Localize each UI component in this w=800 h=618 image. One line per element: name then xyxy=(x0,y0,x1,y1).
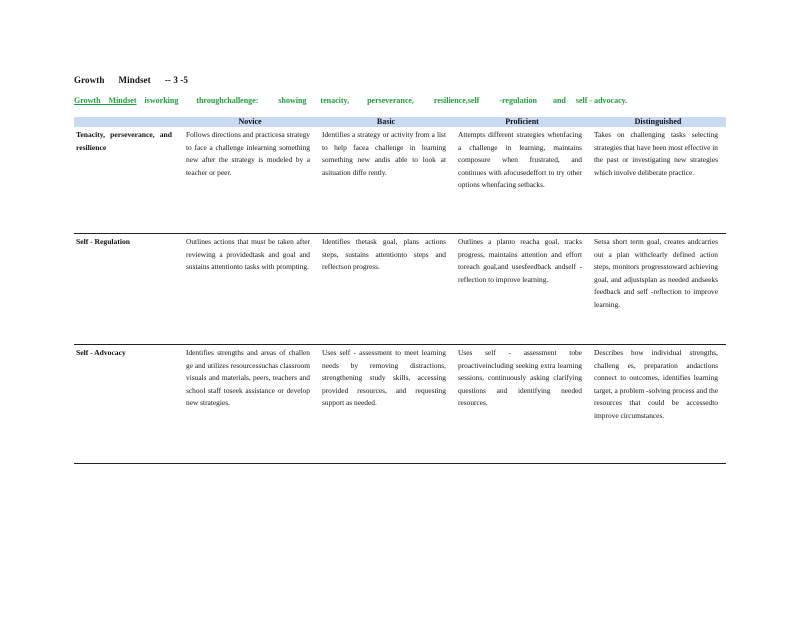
cell-distinguished: Takes on challenging tasks selecting strategies that have been most effective in the past or investigating new strategies which involve deliberate practice. xyxy=(594,130,718,177)
header-basic: Basic xyxy=(318,117,454,127)
subtitle-lead: Growth Mindset xyxy=(74,96,137,105)
header-novice: Novice xyxy=(182,117,318,127)
cell-proficient: Attempts different strategies whenfacing a challenge in learning, maintains composure when frustrated, and continues with afocusedeffort to try other options whenfacing setbacks. xyxy=(458,130,582,190)
row-label-self-advocacy: Self - Advocacy xyxy=(74,345,182,464)
row-label-self-regulation: Self - Regulation xyxy=(74,234,182,345)
header-blank xyxy=(74,117,182,127)
cell-distinguished: Describes how individual strengths, challeng es, preparation andactions connect to outcomes, identifies learning target, a problem -solving process and the resources that could be accessedto improve circumstances. xyxy=(590,345,726,464)
cell-novice: Identifies strengths and areas of challen ge and utilizes resourcessuchas classroom visuals and materials, peers, teachers and school staff toseek assistance or develop new strategies. xyxy=(182,345,318,464)
table-row xyxy=(74,234,726,345)
page-title: Growth Mindset -- 3 -5 xyxy=(74,75,189,85)
cell-novice: Outlines actions that must be taken after reviewing a providedtask and goal and sustains attentionto tasks with prompting. xyxy=(182,234,318,345)
row-label-tenacity: Tenacity, perseverance, and resilience xyxy=(76,130,172,152)
cell-basic: Identifies a strategy or activity from a list to help facea challenge in learning something new andis able to look at asituation diffe rently. xyxy=(322,130,446,177)
table-row xyxy=(74,127,726,234)
subtitle-rest: isworking throughchallenge: showing tenacity, perseverance, resilience,self -regulation and self - advocacy. xyxy=(136,96,628,105)
cell-basic: Identifies thetask goal, plans actions steps, sustains attentionto steps and reflectson progress. xyxy=(318,234,454,345)
table-row xyxy=(74,345,726,464)
rubric-table xyxy=(74,117,726,464)
rubric-header-row xyxy=(74,117,726,127)
cell-novice: Follows directions and practicesa strategy to face a challenge inlearning something new after the strategy is modeled by a teacher or peer. xyxy=(186,130,310,177)
header-proficient: Proficient xyxy=(454,117,590,127)
cell-proficient: Uses self - assessment tobe proactiveincluding seeking extra learning sessions, continuously asking clarifying questions and identifying needed resources. xyxy=(454,345,590,464)
cell-basic: Uses self - assessment to meet learning needs by removing distractions, strengthening study skills, accessing provided resources, and requesting support as needed. xyxy=(318,345,454,464)
page-subtitle xyxy=(74,96,724,105)
header-distinguished: Distinguished xyxy=(590,117,726,127)
cell-distinguished: Setsa short term goal, creates andcarries out a plan withclearly defined action steps, monitors progresstoward achieving goal, and adjustsplan as needed andseeks feedback and self -reflection to improve learning. xyxy=(590,234,726,345)
cell-proficient: Outlines a planto reacha goal, tracks progress, maintains attention and effort toreach goal,and usesfeedback andself - reflection to improve learning. xyxy=(454,234,590,345)
